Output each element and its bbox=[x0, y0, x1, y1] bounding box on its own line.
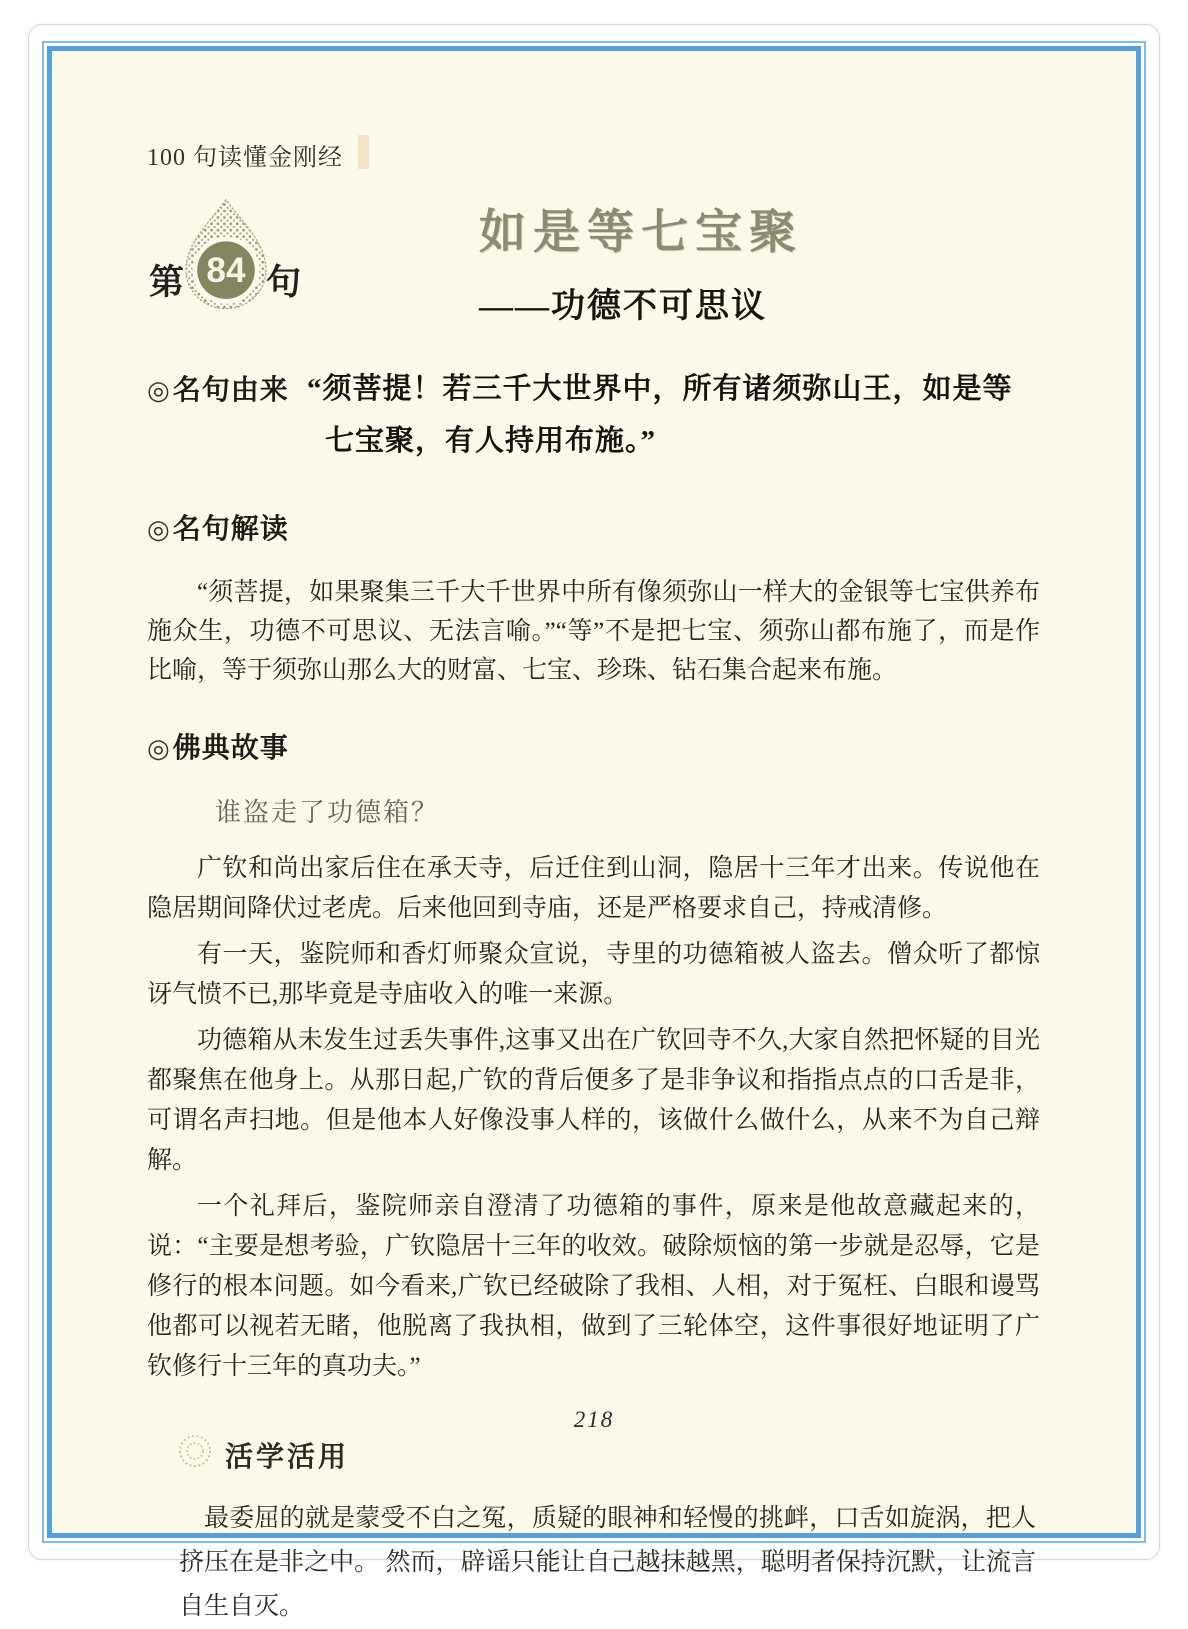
seal-ornament-icon bbox=[177, 1433, 213, 1477]
story-paragraph: 一个礼拜后，鉴院师亲自澄清了功德箱的事件，原来是他故意藏起来的，说：“主要是想考验，广钦隐居十三年的收效。破除烦恼的第一步就是忍辱，它是修行的根本问题。如今看来,广钦已经破除了我相、人相，对于冤枉、白眼和谩骂他都可以视若无睹，他脱离了我执相，做到了三轮体空，这件事很好地证明了广钦修行十三年的真功夫。” bbox=[147, 1192, 1040, 1380]
bullseye-bullet-icon: ◎ bbox=[147, 733, 171, 764]
story-paragraph: 有一天，鉴院师和香灯师聚众宣说，寺里的功德箱被人盗去。僧众听了都惊讶气愤不已,那毕竟是寺庙收入的唯一来源。 bbox=[147, 940, 1040, 1008]
section-story bbox=[147, 726, 1040, 1387]
chapter-number: 84 bbox=[206, 251, 246, 291]
story-heading bbox=[147, 726, 1040, 766]
book-page-card bbox=[28, 24, 1160, 1620]
outer-blue-frame bbox=[42, 41, 1146, 1620]
chapter-suffix: 句 bbox=[266, 263, 302, 302]
chapter-title: 如是等七宝聚 bbox=[479, 207, 803, 259]
origin-quote bbox=[307, 363, 1040, 467]
bullseye-bullet-icon: ◎ bbox=[147, 514, 171, 545]
inner-blue-frame bbox=[47, 46, 1141, 1620]
chapter-subtitle: ——功德不可思议 bbox=[479, 287, 767, 325]
page-content bbox=[52, 51, 1136, 1620]
story-paragraph: 功德箱从未发生过丢失事件,这事又出在广钦回寺不久,大家自然把怀疑的目光都聚焦在他身上。从那日起,广钦的背后便多了是非争议和指指点点的口舌是非，可谓名声扫地。但是他本人好像没事人样的，该做什么做什么，从来不为自己辩解。 bbox=[147, 1026, 1040, 1174]
bullseye-bullet-icon: ◎ bbox=[147, 375, 171, 406]
origin-heading bbox=[147, 363, 307, 467]
section-application bbox=[177, 1433, 1040, 1629]
section-interpretation bbox=[147, 507, 1040, 690]
origin-heading-text: 名句由来 bbox=[172, 373, 289, 405]
application-body: 最委屈的就是蒙受不白之冤，质疑的眼神和轻慢的挑衅，口舌如旋涡，把人挤压在是非之中。 然而，辟谣只能让自己越抹越黑，聪明者保持沉默，让流言自生自灭。 bbox=[179, 1504, 1036, 1620]
chapter-title-block bbox=[479, 196, 1040, 327]
application-heading bbox=[177, 1433, 1040, 1477]
ink-smudge-decoration bbox=[358, 135, 369, 169]
section-origin bbox=[147, 363, 1040, 467]
interpretation-heading bbox=[147, 507, 1040, 547]
running-header bbox=[147, 137, 1040, 172]
chapter-header bbox=[147, 196, 1040, 327]
origin-quote-line1: “须菩提！若三千大世界中，所有诸须弥山王，如是等 bbox=[307, 372, 1013, 405]
origin-quote-line2: 七宝聚，有人持用布施。” bbox=[325, 424, 657, 457]
chapter-prefix: 第 bbox=[149, 263, 185, 302]
interpretation-heading-text: 名句解读 bbox=[172, 512, 289, 544]
interpretation-body: “须菩提，如果聚集三千大千世界中所有像须弥山一样大的金银等七宝供养布施众生，功德不可思议、无法言喻。”“等”不是把七宝、须弥山都布施了，而是作比喻，等于须弥山那么大的财富、七宝、珍珠、钻石集合起来布施。 bbox=[147, 578, 1040, 684]
running-header-text: 100 句读懂金刚经 bbox=[147, 145, 343, 171]
bodhi-leaf-icon bbox=[178, 196, 274, 314]
story-paragraph: 广钦和尚出家后住在承天寺，后迁住到山洞，隐居十三年才出来。传说他在隐居期间降伏过老虎。后来他回到寺庙，还是严格要求自己，持戒清修。 bbox=[147, 854, 1040, 922]
story-heading-text: 佛典故事 bbox=[172, 731, 289, 763]
chapter-number-badge bbox=[147, 196, 479, 314]
page-number: 218 bbox=[573, 1407, 615, 1432]
application-heading-text: 活学活用 bbox=[225, 1441, 350, 1473]
story-subtitle: 谁盗走了功德箱？ bbox=[215, 797, 440, 827]
bodhi-leaf-ornament bbox=[178, 196, 274, 314]
